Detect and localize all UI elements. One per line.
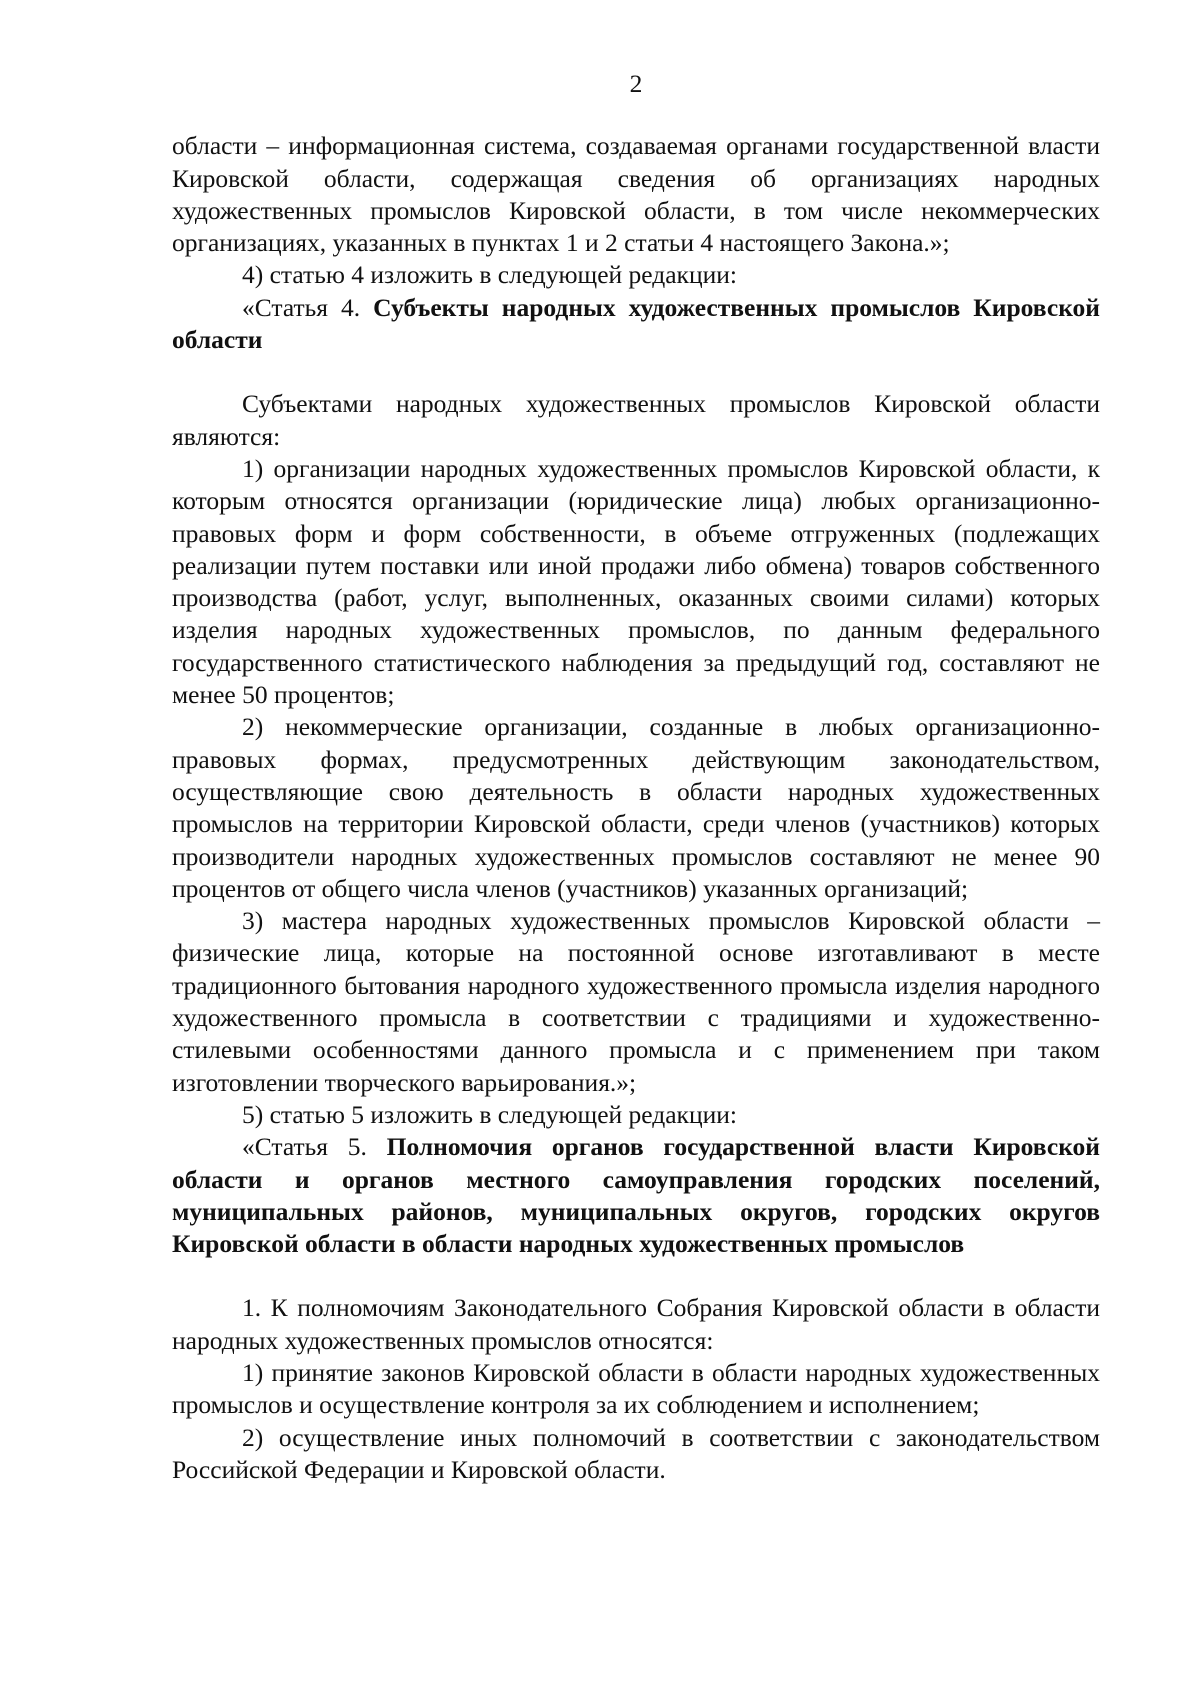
spacer xyxy=(172,1260,1100,1292)
paragraph-subjects-item-2: 2) некоммерческие организации, созданные в любых организационно-правовых формах, предусмотренных действующим законодательством, осуществляющие свою деятельность в области народных художественных промыслов на территории Кировской области, среди членов (участников) которых производители народных художественных промыслов составляют не менее 90 процентов от общего числа членов (участников) указанных организаций; xyxy=(172,712,1100,903)
article-5-heading xyxy=(172,1131,1100,1260)
paragraph-subjects-intro: Субъектами народных художественных промыслов Кировской области являются: xyxy=(172,389,1100,451)
article-4-title: Субъекты народных художественных промыслов Кировской области xyxy=(172,292,1100,355)
spacer xyxy=(172,356,1100,388)
paragraph-amend-article-4: 4) статью 4 изложить в следующей редакции: xyxy=(242,260,737,290)
paragraph-subjects-item-1: 1) организации народных художественных промыслов Кировской области, к которым относятся организации (юридические лица) любых организационно-правовых форм и форм собственности, в объеме отгруженных (подлежащих реализации путем поставки или иной продажи либо обмена) товаров собственного производства (работ, услуг, выполненных, оказанных своими силами) которых изделия народных художественных промыслов, по данным федерального государственного статистического наблюдения за предыдущий год, составляют не менее 50 процентов; xyxy=(172,453,1100,710)
paragraph-assembly-powers: 1. К полномочиям Законодательного Собрания Кировской области в области народных художественных промыслов относятся: xyxy=(172,1293,1100,1355)
paragraph-registry-definition: области – информационная система, создаваемая органами государственной власти Кировской области, содержащая сведения об организациях народных художественных промыслов Кировской области, в том числе некоммерческих организациях, указанных в пунктах 1 и 2 статьи 4 настоящего Закона.»; xyxy=(172,131,1100,258)
article-4-heading xyxy=(172,292,1100,357)
article-5-prefix: «Статья 5. xyxy=(242,1132,367,1162)
paragraph-assembly-power-1: 1) принятие законов Кировской области в области народных художественных промыслов и осуществление контроля за их соблюдением и исполнением; xyxy=(172,1357,1100,1420)
paragraph-assembly-power-2: 2) осуществление иных полномочий в соответствии с законодательством Российской Федерации и Кировской области. xyxy=(172,1422,1100,1484)
paragraph-amend-article-5: 5) статью 5 изложить в следующей редакции: xyxy=(242,1099,737,1129)
paragraph-subjects-item-3: 3) мастера народных художественных промыслов Кировской области – физические лица, которые на постоянной основе изготавливают в месте традиционного бытования народного художественного промысла изделия народного художественного промысла в соответствии с традициями и художественно-стилевыми особенностями данного промысла и с применением при таком изготовлении творческого варьирования.»; xyxy=(172,906,1100,1097)
document-page xyxy=(172,68,1100,1486)
article-5-title: Полномочия органов государственной власти Кировской области и органов местного самоуправления городских поселений, муниципальных районов, муниципальных округов, городских округов Кировской области в области народных художественных промыслов xyxy=(172,1132,1100,1259)
article-4-prefix: «Статья 4. xyxy=(242,292,361,322)
page-number: 2 xyxy=(629,69,643,98)
